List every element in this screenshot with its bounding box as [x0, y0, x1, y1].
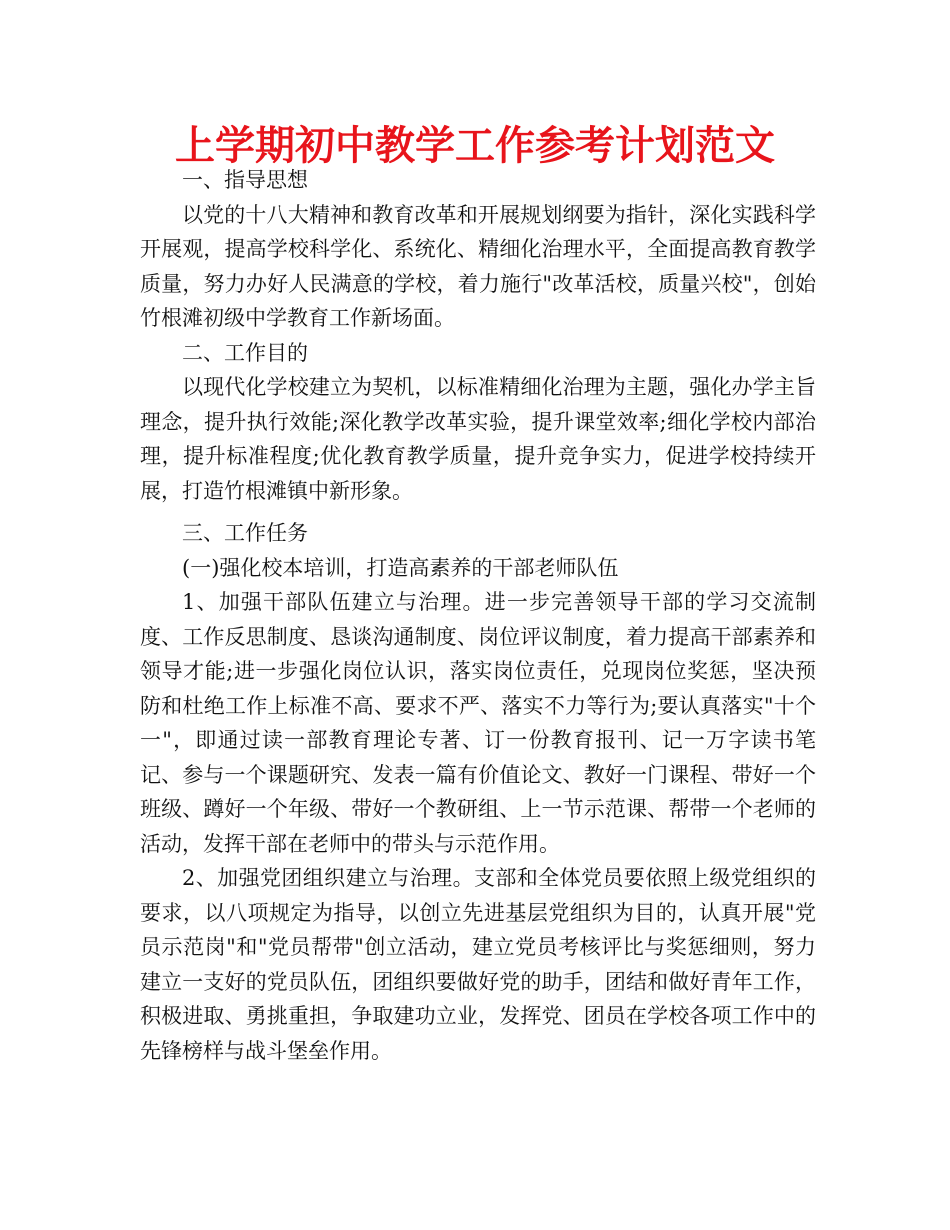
section-heading-work-tasks: 三、工作任务 [182, 521, 308, 545]
subsection-heading-training: (一)强化校本培训，打造高素养的干部老师队伍 [182, 555, 619, 580]
document-title: 上学期初中教学工作参考计划范文 [175, 123, 775, 169]
document-body [140, 163, 816, 1068]
section-heading-guiding-thought: 一、指导思想 [182, 168, 308, 192]
paragraph-work-goal: 以现代化学校建立为契机，以标准精细化治理为主题，强化办学主旨理念，提升执行效能;深化教学改革实验，提升课堂效率;细化学校内部治理，提升标准程度;优化教育教学质量，提升竞争实力，促进学校持续开展，打造竹根滩镇中新形象。 [140, 375, 816, 503]
paragraph-guiding-thought: 以党的十八大精神和教育改革和开展规划纲要为指针，深化实践科学开展观，提高学校科学化、系统化、精细化治理水平，全面提高教育教学质量，努力办好人民满意的学校，着力施行"改革活校，质量兴校"，创始竹根滩初级中学教育工作新场面。 [140, 202, 816, 330]
paragraph-cadre-team: 1、加强干部队伍建立与治理。进一步完善领导干部的学习交流制度、工作反思制度、恳谈沟通制度、岗位评议制度，着力提高干部素养和领导才能;进一步强化岗位认识，落实岗位责任，兑现岗位奖惩，坚决预防和杜绝工作上标准不高、要求不严、落实不力等行为;要认真落实"十个一"，即通过读一部教育理论专著、订一份教育报刊、记一万字读书笔记、参与一个课题研究、发表一篇有价值论文、教好一门课程、带好一个班级、蹲好一个年级、带好一个教研组、上一节示范课、帮带一个老师的活动，发挥干部在老师中的带头与示范作用。 [140, 590, 816, 856]
section-heading-work-goal: 二、工作目的 [182, 340, 308, 365]
paragraph-party-league: 2、加强党团组织建立与治理。支部和全体党员要依照上级党组织的要求，以八项规定为指导，以创立先进基层党组织为目的，认真开展"党员示范岗"和"党员帮带"创立活动，建立党员考核评比与奖惩细则，努力建立一支好的党员队伍，团组织要做好党的助手，团结和做好青年工作，积极进取、勇挑重担，争取建功立业，发挥党、团员在学校各项工作中的先锋榜样与战斗堡垒作用。 [140, 866, 816, 1063]
